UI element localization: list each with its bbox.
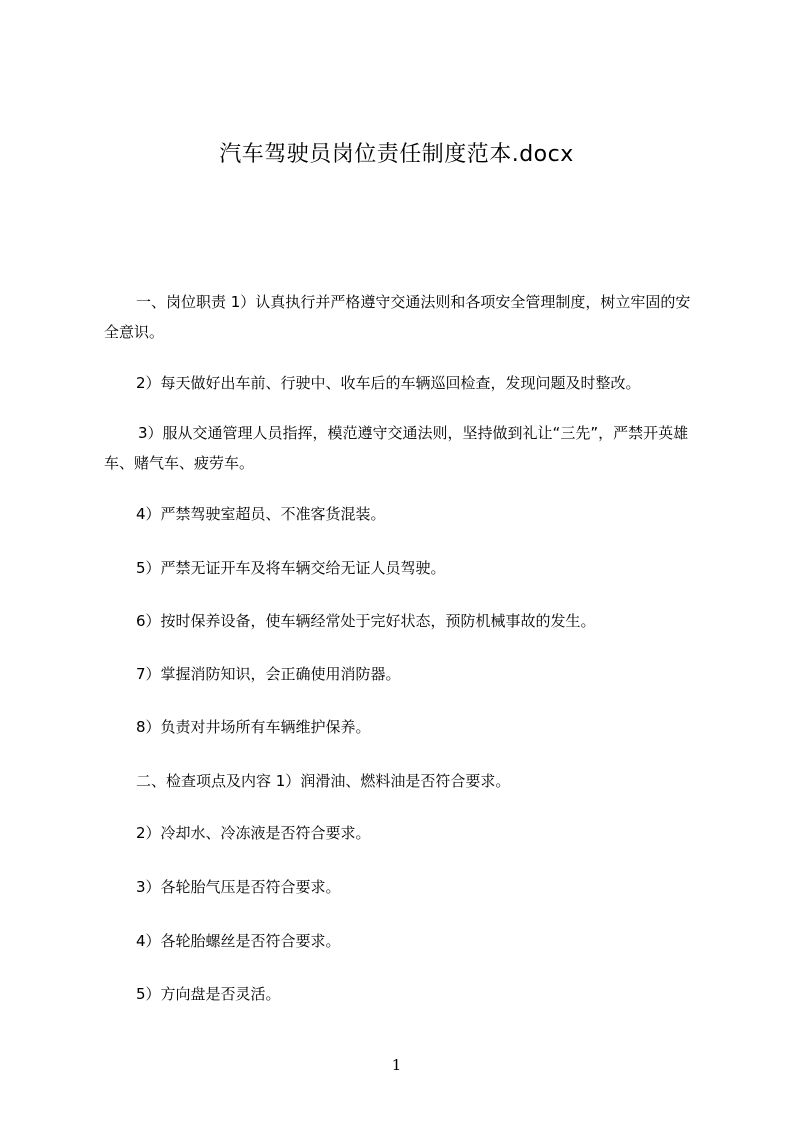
- paragraph-inspection-2: 2）冷却水、冷冻液是否符合要求。: [136, 824, 371, 842]
- paragraph-duties-5: 5）严禁无证开车及将车辆交给无证人员驾驶。: [136, 559, 446, 577]
- paragraph-duties-7: 7）掌握消防知识，会正确使用消防器。: [136, 665, 401, 683]
- document-title: 汽车驾驶员岗位责任制度范本.docx: [219, 142, 574, 167]
- paragraph-duties-6: 6）按时保养设备，使车辆经常处于完好状态，预防机械事故的发生。: [136, 612, 596, 630]
- paragraph-duties-8: 8）负责对井场所有车辆维护保养。: [136, 718, 371, 736]
- paragraph-duties-3: 3）服从交通管理人员指挥，模范遵守交通法则，坚持做到礼让“三先”，严禁开英雄车、赌气车、疲劳车。: [104, 424, 689, 472]
- paragraph-inspection-5: 5）方向盘是否灵活。: [136, 985, 281, 1003]
- paragraph-inspection-3: 3）各轮胎气压是否符合要求。: [136, 878, 341, 896]
- paragraph-inspection-4: 4）各轮胎螺丝是否符合要求。: [136, 932, 341, 950]
- page-number: 1: [391, 1056, 402, 1074]
- paragraph-duties-1: 一、岗位职责 1）认真执行并严格遵守交通法则和各项安全管理制度，树立牢固的安全意识。: [104, 293, 691, 341]
- paragraph-inspection-1: 二、检查项点及内容 1）润滑油、燃料油是否符合要求。: [136, 772, 511, 790]
- paragraph-duties-4: 4）严禁驾驶室超员、不准客货混装。: [136, 505, 386, 523]
- paragraph-duties-2: 2）每天做好出车前、行驶中、收车后的车辆巡回检查，发现问题及时整改。: [136, 374, 641, 392]
